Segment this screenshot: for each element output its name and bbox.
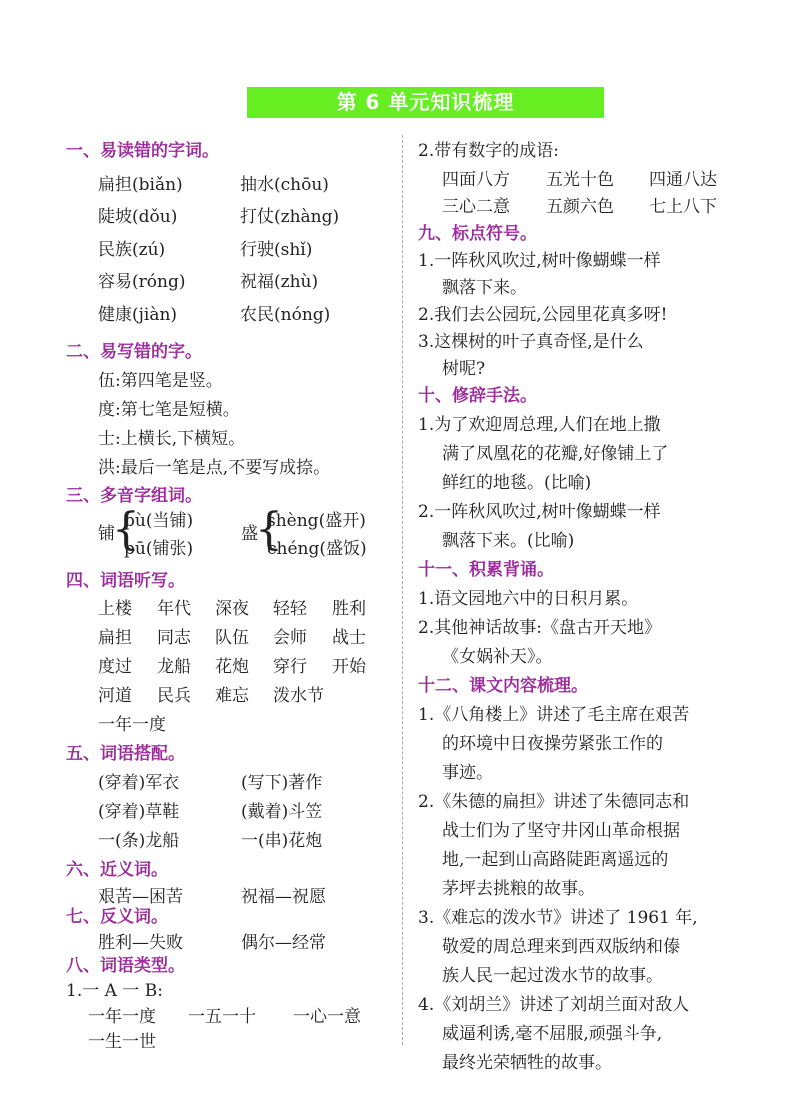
s1-item: 容易(róng) bbox=[98, 272, 186, 292]
polyphone-reading: shèng(盛开) bbox=[267, 511, 366, 531]
text-line: 战士们为了坚守井冈山革命根据 bbox=[442, 821, 680, 841]
text-line: 2.《朱德的扁担》讲述了朱德同志和 bbox=[418, 792, 690, 812]
idiom: 一心一意 bbox=[293, 1007, 361, 1027]
column-divider bbox=[402, 135, 403, 1045]
idiom: 五光十色 bbox=[546, 170, 614, 190]
dictation-word: 深夜 bbox=[215, 599, 249, 619]
s1-item: 民族(zú) bbox=[98, 240, 166, 260]
text-line: 族人民一起过泼水节的故事。 bbox=[442, 966, 663, 986]
s1-item: 农民(nóng) bbox=[240, 305, 331, 325]
idiom: 一生一世 bbox=[88, 1032, 156, 1052]
dictation-word: 扁担 bbox=[98, 628, 132, 648]
text-line: 鲜红的地毯。(比喻) bbox=[442, 473, 592, 493]
text-line: 2.其他神话故事:《盘古开天地》 bbox=[418, 618, 661, 638]
text-line: 最终光荣牺牲的故事。 bbox=[442, 1053, 612, 1073]
collocation: (穿着)军衣 bbox=[98, 773, 180, 793]
dictation-word: 难忘 bbox=[215, 686, 249, 706]
s2-item: 洪:最后一笔是点,不要写成捺。 bbox=[98, 458, 331, 478]
idiom: 四面八方 bbox=[442, 170, 510, 190]
brace-icon: { bbox=[255, 504, 283, 555]
dictation-word: 年代 bbox=[157, 599, 191, 619]
page-title: 第 6 单元知识梳理 bbox=[336, 90, 515, 114]
dictation-word: 开始 bbox=[332, 657, 366, 677]
text-line: 3.这棵树的叶子真奇怪,是什么 bbox=[418, 332, 644, 352]
s1-item: 陡坡(dǒu) bbox=[98, 207, 178, 227]
text-line: 《女娲补天》。 bbox=[442, 647, 553, 667]
s1-item: 扁担(biǎn) bbox=[98, 175, 183, 195]
dictation-word: 一年一度 bbox=[98, 715, 166, 735]
collocation: 一(条)龙船 bbox=[98, 831, 180, 851]
idiom: 四通八达 bbox=[649, 170, 717, 190]
heading-s11: 十一、积累背诵。 bbox=[418, 560, 554, 580]
synonym-pair: 祝福—祝愿 bbox=[241, 887, 326, 907]
brace-icon: { bbox=[112, 504, 140, 555]
text-line: 敬爱的周总理来到西双版纳和傣 bbox=[442, 937, 680, 957]
dictation-word: 轻轻 bbox=[273, 599, 307, 619]
subheading: 2.带有数字的成语: bbox=[418, 141, 559, 161]
dictation-word: 穿行 bbox=[273, 657, 307, 677]
antonym-pair: 胜利—失败 bbox=[98, 933, 183, 953]
collocation: (穿着)草鞋 bbox=[98, 802, 180, 822]
text-line: 飘落下来。(比喻) bbox=[442, 531, 575, 551]
text-line: 3.《难忘的泼水节》讲述了 1961 年, bbox=[418, 908, 698, 928]
dictation-word: 战士 bbox=[332, 628, 366, 648]
idiom: 七上八下 bbox=[649, 197, 717, 217]
dictation-word: 度过 bbox=[98, 657, 132, 677]
dictation-word: 会师 bbox=[273, 628, 307, 648]
text-line: 飘落下来。 bbox=[442, 278, 527, 298]
text-line: 事迹。 bbox=[442, 763, 493, 783]
polyphone-reading: pù(当铺) bbox=[124, 511, 194, 531]
heading-s12: 十二、课文内容梳理。 bbox=[418, 676, 588, 696]
idiom: 一五一十 bbox=[188, 1007, 256, 1027]
idiom: 一年一度 bbox=[88, 1007, 156, 1027]
text-line: 树呢? bbox=[442, 359, 486, 379]
heading-s1: 一、易读错的字词。 bbox=[66, 141, 219, 161]
polyphone-reading: chéng(盛饭) bbox=[267, 539, 367, 559]
text-line: 4.《刘胡兰》讲述了刘胡兰面对敌人 bbox=[418, 995, 690, 1015]
dictation-word: 龙船 bbox=[157, 657, 191, 677]
heading-s6: 六、近义词。 bbox=[66, 860, 168, 880]
text-line: 1.一阵秋风吹过,树叶像蝴蝶一样 bbox=[418, 251, 661, 271]
collocation: (戴着)斗笠 bbox=[241, 802, 323, 822]
heading-s2: 二、易写错的字。 bbox=[66, 342, 202, 362]
s1-item: 行驶(shǐ) bbox=[240, 240, 313, 260]
collocation: (写下)著作 bbox=[241, 773, 323, 793]
dictation-word: 民兵 bbox=[157, 686, 191, 706]
text-line: 满了凤凰花的花瓣,好像铺上了 bbox=[442, 444, 669, 464]
heading-s8: 八、词语类型。 bbox=[66, 956, 185, 976]
heading-s3: 三、多音字组词。 bbox=[66, 486, 202, 506]
text-line: 2.我们去公园玩,公园里花真多呀! bbox=[418, 305, 668, 325]
polyphone-char: 铺 bbox=[98, 524, 115, 544]
subheading: 1.一 A 一 B: bbox=[66, 981, 163, 1001]
text-line: 地,一起到山高路陡距离遥远的 bbox=[442, 850, 669, 870]
s1-item: 抽水(chōu) bbox=[240, 175, 329, 195]
dictation-word: 泼水节 bbox=[273, 686, 324, 706]
synonym-pair: 艰苦—困苦 bbox=[98, 887, 183, 907]
text-line: 1.语文园地六中的日积月累。 bbox=[418, 589, 639, 609]
text-line: 的环境中日夜操劳紧张工作的 bbox=[442, 734, 663, 754]
heading-s10: 十、修辞手法。 bbox=[418, 386, 537, 406]
s2-item: 度:第七笔是短横。 bbox=[98, 400, 240, 420]
polyphone-reading: pū(铺张) bbox=[124, 539, 194, 559]
text-line: 1.为了欢迎周总理,人们在地上撒 bbox=[418, 415, 661, 435]
heading-s4: 四、词语听写。 bbox=[66, 571, 185, 591]
antonym-pair: 偶尔—经常 bbox=[241, 933, 326, 953]
heading-s7: 七、反义词。 bbox=[66, 907, 168, 927]
heading-s9: 九、标点符号。 bbox=[418, 224, 537, 244]
s1-item: 打仗(zhàng) bbox=[240, 207, 340, 227]
s1-item: 健康(jiàn) bbox=[98, 305, 178, 325]
text-line: 1.《八角楼上》讲述了毛主席在艰苦 bbox=[418, 705, 690, 725]
heading-s5: 五、词语搭配。 bbox=[66, 744, 185, 764]
dictation-word: 上楼 bbox=[98, 599, 132, 619]
polyphone-char: 盛 bbox=[241, 524, 258, 544]
dictation-word: 花炮 bbox=[215, 657, 249, 677]
text-line: 威逼利诱,毫不屈服,顽强斗争, bbox=[442, 1024, 663, 1044]
s1-item: 祝福(zhù) bbox=[240, 272, 319, 292]
s2-item: 士:上横长,下横短。 bbox=[98, 429, 246, 449]
idiom: 五颜六色 bbox=[546, 197, 614, 217]
dictation-word: 同志 bbox=[157, 628, 191, 648]
collocation: 一(串)花炮 bbox=[241, 831, 323, 851]
dictation-word: 队伍 bbox=[215, 628, 249, 648]
text-line: 茅坪去挑粮的故事。 bbox=[442, 879, 595, 899]
dictation-word: 胜利 bbox=[332, 599, 366, 619]
text-line: 2.一阵秋风吹过,树叶像蝴蝶一样 bbox=[418, 502, 661, 522]
dictation-word: 河道 bbox=[98, 686, 132, 706]
s2-item: 伍:第四笔是竖。 bbox=[98, 371, 223, 391]
idiom: 三心二意 bbox=[442, 197, 510, 217]
